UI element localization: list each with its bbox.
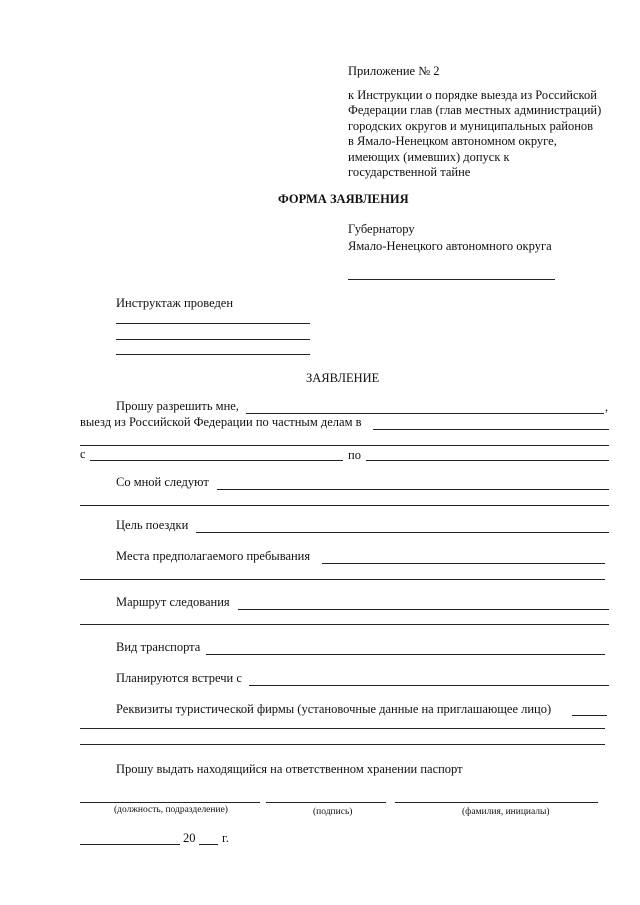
purpose-blank[interactable] [196,532,609,533]
year-blank[interactable] [199,844,218,845]
addressee-line2: Ямало-Ненецкого автономного округа [348,239,552,253]
exit-label: выезд из Российской Федерации по частным делам в [80,415,362,429]
name-caption: (фамилия, инициалы) [462,807,550,817]
request-blank[interactable] [246,413,604,414]
briefing-blank-1[interactable] [116,323,310,324]
purpose-label: Цель поездки [116,518,189,532]
briefing-blank-2[interactable] [116,339,310,340]
statement-title: ЗАЯВЛЕНИЕ [306,371,380,385]
appendix-line: в Ямало-Ненецком автономном округе, [348,134,557,148]
transport-label: Вид транспорта [116,640,201,654]
companions-blank-2[interactable] [80,505,609,506]
position-blank[interactable] [80,802,260,803]
date-blank[interactable] [80,844,180,845]
to-date-blank[interactable] [366,460,609,461]
appendix-line: городских округов и муниципальных районов [348,118,594,133]
route-blank[interactable] [238,609,609,610]
passport-label: Прошу выдать находящийся на ответственном хранении паспорт [116,762,463,776]
agency-blank-3[interactable] [80,744,605,745]
briefing-blank-3[interactable] [116,354,310,355]
briefing-label: Инструктаж проведен [116,296,234,310]
companions-label: Со мной следуют [116,475,209,489]
stay-blank[interactable] [322,563,605,564]
agency-label: Реквизиты туристической фирмы (установочные данные на приглашающее лицо) [116,702,552,716]
from-date-blank[interactable] [90,460,343,461]
appendix-line: к Инструкции о порядке выезда из Российской [348,87,597,102]
name-blank[interactable] [395,802,598,803]
exit-blank-2[interactable] [80,445,609,446]
addressee-blank[interactable] [348,279,555,280]
appendix-line: государственной тайне [348,165,471,179]
transport-blank[interactable] [206,654,605,655]
meetings-blank[interactable] [249,685,609,686]
route-blank-2[interactable] [80,624,609,625]
appendix-line: Федерации глав (глав местных администраций) [348,103,602,117]
form-title: ФОРМА ЗАЯВЛЕНИЯ [278,192,409,206]
agency-blank[interactable] [572,715,607,716]
appendix-line: имеющих (имевших) допуск к [348,149,510,164]
agency-blank-2[interactable] [80,728,605,729]
year-prefix: 20 [183,831,196,845]
meetings-label: Планируются встречи с [116,671,242,685]
signature-blank[interactable] [266,802,386,803]
request-label: Прошу разрешить мне, [116,399,239,413]
route-label: Маршрут следования [116,595,230,609]
year-suffix: г. [222,831,229,845]
to-label: по [348,448,361,462]
position-caption: (должность, подразделение) [114,805,228,815]
addressee-line1: Губернатору [348,222,415,236]
companions-blank[interactable] [217,489,609,490]
stay-label: Места предполагаемого пребывания [116,549,311,563]
stay-blank-2[interactable] [80,579,605,580]
from-label: с [80,447,86,461]
appendix-header [348,64,618,181]
appendix-number: Приложение № 2 [348,64,440,78]
request-comma: , [605,400,609,414]
exit-blank[interactable] [373,429,609,430]
signature-caption: (подпись) [313,807,353,817]
